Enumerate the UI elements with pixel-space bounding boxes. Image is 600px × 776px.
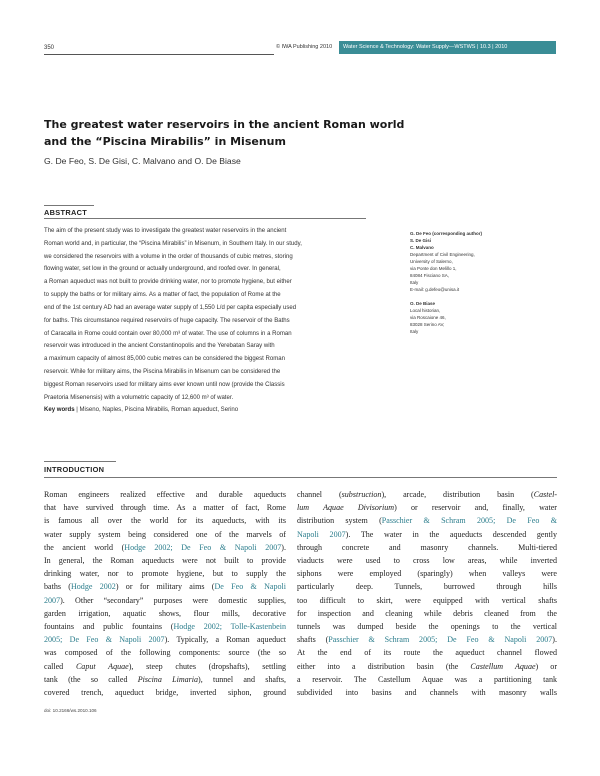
body-text: water supply system being considered one of the marvels of [44, 529, 286, 539]
body-line [297, 488, 557, 501]
abstract-rule-bottom [44, 218, 366, 219]
abstract-line: to supply the baths or for military aims. As a matter of fact, the population of Rome at the [44, 292, 281, 299]
body-line [44, 567, 286, 580]
citation-link[interactable]: Passchier & Schram 2005; De Feo & Napoli 2007 [328, 635, 553, 645]
body-text: ) or reservoir and, finally, water [394, 503, 557, 513]
affiliation-line: O. De Biase [410, 301, 436, 306]
body-line [297, 673, 557, 686]
body-text: ). [552, 635, 557, 645]
citation-link[interactable]: Hodge 2002; Tolle-Kastenbein [173, 622, 286, 632]
affiliation-line: via Ponte don Melillo 1, [410, 266, 457, 271]
header-rule [44, 54, 274, 55]
article-title [44, 116, 444, 150]
body-text: subdivided into basins and channels with masonry walls [297, 688, 557, 698]
body-line [297, 541, 557, 554]
citation-link[interactable]: Hodge 2002; De Feo & Napoli 2007 [124, 542, 282, 552]
body-text: ), arcade, distribution basin ( [381, 490, 534, 499]
citation-link[interactable]: Napoli 2007 [297, 529, 346, 539]
body-line [297, 514, 557, 527]
body-text: Roman engineers realized effective and durable aqueducts [44, 490, 286, 499]
citation-link[interactable]: 2007 [44, 595, 61, 605]
body-text: called [44, 661, 76, 671]
affiliation-line: E-mail: g.defeo@unisa.it [410, 287, 460, 292]
affiliation-line: S. De Gisi [410, 238, 432, 243]
body-text: that have survived through time. As a matter of fact, Rome [44, 503, 286, 513]
body-text: tank (the so called [44, 674, 138, 684]
abstract-line: a Roman aqueduct was not built to provide drinking water, nor to promote hygiene, but either [44, 279, 292, 286]
body-line [297, 607, 557, 620]
body-line [297, 646, 557, 659]
body-line [297, 567, 557, 580]
abstract-line: Roman world and, in particular, the “Piscina Mirabilis” in Misenum, in Southern Italy. In our study, [44, 240, 302, 247]
body-text: was composed of the following components: source (the so [44, 648, 286, 658]
body-text: drinking water, nor to promote hygiene, but to supply the [44, 569, 286, 579]
body-text: Castel- [533, 490, 557, 499]
affiliation-line: University of Salerno, [410, 259, 453, 264]
body-text: shafts ( [297, 635, 329, 645]
body-line [297, 594, 557, 607]
body-text: ) or for military aims ( [115, 582, 215, 592]
affiliation-line: Italy [410, 280, 419, 285]
body-text: ). [281, 542, 286, 552]
introduction-rule-bottom [44, 477, 557, 478]
affiliation-line: Department of Civil Engineering, [410, 252, 475, 257]
body-line [44, 514, 286, 527]
journal-banner: Water Science & Technology: Water Supply—WSTWS | 10.3 | 2010 [339, 41, 556, 54]
body-text: lum Aquae Divisorium [297, 503, 395, 513]
body-text: covered trench, aqueduct bridge, inverted siphon, ground [44, 688, 286, 698]
citation-link[interactable]: 2005; De Feo & Napoli 2007 [44, 635, 165, 645]
affiliation-line: 83028 Serino AV, [410, 322, 445, 327]
body-line [44, 673, 286, 686]
introduction-rule-top [44, 461, 116, 462]
abstract-line: for baths. This circumstance required reservoirs of huge capacity. The reservoir of the Baths [44, 317, 290, 324]
body-text: garden irrigation, aquatic shows, flour mills, decorative [44, 608, 286, 618]
citation-link[interactable]: De Feo & Napoli [214, 582, 286, 592]
abstract-line: of Caracalla in Rome could contain over 80,000 m³ of water. The use of columns in a Roman [44, 330, 292, 337]
abstract-line: we considered the reservoirs with a volume in the order of thousands of cubic metres, storing [44, 253, 293, 260]
body-line [44, 488, 286, 501]
abstract-line: reservoir was introduced in the ancient Constantinopolis and the Yerebatan Saray with [44, 343, 275, 350]
keywords-text: | Miseno, Naples, Piscina Mirabilis, Roman aqueduct, Serino [74, 407, 239, 414]
body-line [44, 501, 286, 514]
citation-link[interactable]: Passchier & Schram 2005; De Feo & [381, 516, 557, 526]
body-text: At the end of its route the aqueduct channel flowed [297, 648, 557, 658]
body-text: Caput Aquae [75, 661, 129, 671]
body-line [297, 686, 557, 699]
body-line [297, 554, 557, 567]
body-text: for inspection and cleaning while debris cleaned from the [297, 608, 557, 618]
body-line [44, 554, 286, 567]
body-text: ), steep chutes (dropshafts), settling [128, 661, 286, 671]
body-line [44, 620, 286, 633]
body-text: too difficult to skirt, were equipped with vertical shafts [297, 595, 557, 605]
body-text: through concrete and masonry channels. Multi-tiered [297, 542, 557, 552]
body-line [44, 646, 286, 659]
introduction-heading: INTRODUCTION [44, 465, 105, 474]
body-line [297, 633, 557, 646]
abstract-heading: ABSTRACT [44, 208, 88, 217]
abstract-line: reservoir. While for military aims, the Piscina Mirabilis in Misenum can be considered the [44, 368, 281, 375]
citation-link[interactable]: Hodge 2002 [70, 582, 116, 592]
keywords-line [44, 404, 374, 417]
body-text: ) or [535, 661, 557, 671]
body-line [44, 633, 286, 646]
author-affiliations [410, 230, 482, 335]
affiliation-line: Local historian, [410, 308, 441, 313]
body-text: ). Typically, a Roman aqueduct [164, 635, 286, 645]
body-line [44, 660, 286, 673]
affiliation-line [410, 293, 482, 300]
abstract-rule-top [44, 205, 94, 206]
body-line [297, 620, 557, 633]
body-text: a reservoir. The Castellum Aquae was a partitioning tank [297, 674, 557, 684]
body-line [44, 607, 286, 620]
body-text: ), tunnel and shafts, [198, 674, 286, 684]
title-line-2: and the “Piscina Mirabilis” in Misenum [44, 135, 286, 148]
body-text: ). Other “secondary” purposes were domestic supplies, [60, 595, 286, 605]
affiliation-line: via Roscaione 46, [410, 315, 446, 320]
body-line [297, 528, 557, 541]
abstract-line: biggest Roman reservoirs used for military aims ever known until now (provide the Classis [44, 381, 285, 388]
author-list: G. De Feo, S. De Gisi, C. Malvano and O. De Biase [44, 156, 241, 166]
abstract-line: end of the 1st century AD had an average water supply of 1,550 L/d per capita especially used [44, 304, 297, 311]
introduction-left-column [44, 488, 286, 699]
publisher-line: © IWA Publishing 2010 [276, 44, 333, 50]
body-text: substruction [341, 490, 382, 499]
body-text: tunnels was dumped beside the openings to the vertical [297, 622, 557, 632]
body-text: viaducts were used to cross low areas, while inverted [297, 556, 557, 566]
body-line [44, 686, 286, 699]
title-line-1: The greatest water reservoirs in the ancient Roman world [44, 118, 405, 131]
abstract-line: a maximum capacity of almost 85,000 cubic metres can be considered the biggest Roman [44, 356, 285, 363]
abstract-line: flowing water, set low in the ground or actually underground, and roofed over. In general, [44, 266, 281, 273]
abstract-line: The aim of the present study was to investigate the greatest water reservoirs in the ancient [44, 228, 287, 234]
keywords-label: Key words [44, 407, 75, 414]
body-text: distribution system ( [297, 516, 382, 526]
introduction-right-column [297, 488, 557, 699]
body-text: channel ( [297, 490, 342, 499]
body-line [44, 580, 286, 593]
body-text: siphons were employed (sparingly) when valleys were [297, 569, 557, 579]
body-line [297, 580, 557, 593]
body-line [44, 594, 286, 607]
body-text: baths ( [44, 582, 71, 592]
abstract-line: Praetoria Misenensis) with a volumetric capacity of 12,600 m³ of water. [44, 394, 234, 401]
body-text: the ancient world ( [44, 542, 125, 552]
body-text: is famous all over the world for its aqueducts, with its [44, 516, 286, 526]
body-line [297, 660, 557, 673]
affiliation-line: C. Malvano [410, 245, 434, 250]
body-line [44, 541, 286, 554]
body-text: Piscina Limaria [137, 674, 199, 684]
body-text: ). The water in the aqueducts descended gently [345, 529, 557, 539]
body-text: fountains and public fountains ( [44, 622, 174, 632]
page-number: 350 [44, 45, 55, 51]
affiliation-line: G. De Feo (corresponding author) [410, 231, 483, 236]
abstract-body [44, 225, 374, 417]
body-line [44, 528, 286, 541]
affiliation-line: Italy [410, 329, 419, 334]
body-line [297, 501, 557, 514]
affiliation-line: 84084 Fisciano SA, [410, 273, 450, 278]
body-text: either into a distribution basin (the [297, 661, 471, 671]
body-text: Castellum Aquae [470, 661, 536, 671]
body-text: In general, the Roman aqueducts were not built to provide [44, 556, 286, 566]
doi-footer: doi: 10.2166/ws.2010.106 [44, 708, 97, 713]
body-text: particularly deep. Tunnels, burrowed through hills [297, 582, 557, 592]
